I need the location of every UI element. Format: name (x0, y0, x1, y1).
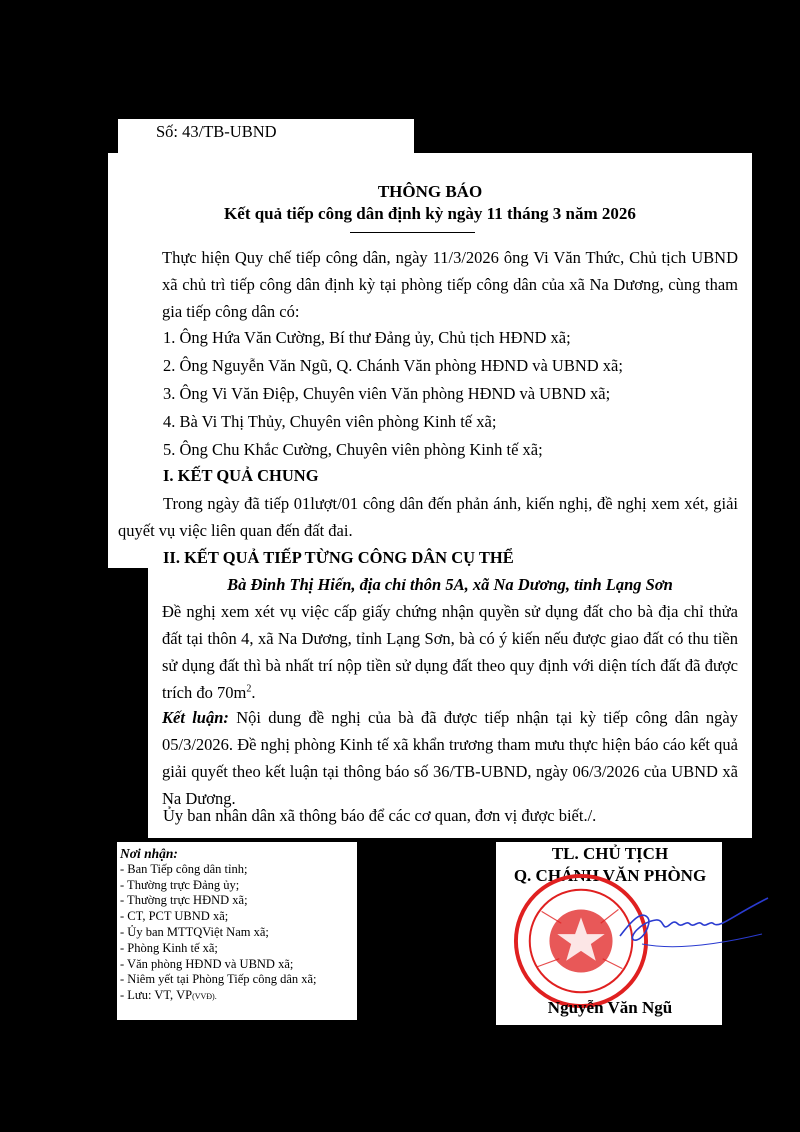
subtitle-underline (350, 232, 475, 233)
participant-item: 3. Ông Vi Văn Điệp, Chuyên viên Văn phòng HĐND và UBND xã; (163, 384, 611, 403)
participant-item: 4. Bà Vi Thị Thủy, Chuyên viên phòng Kinh tế xã; (163, 412, 497, 431)
recipient-item: - Ban Tiếp công dân tỉnh; (120, 861, 248, 876)
section1-text: Trong ngày đã tiếp 01lượt/01 công dân đến phản ánh, kiến nghị, đề nghị xem xét, giải quyết vụ việc liên quan đến đất đai. (118, 494, 738, 540)
conclusion-label: Kết luận: (162, 708, 229, 727)
superscript-2: 2 (246, 683, 252, 695)
recipients-list (120, 846, 317, 1005)
signature-role-1: TL. CHỦ TỊCH (551, 844, 669, 863)
handwritten-signature-icon (612, 880, 772, 960)
signer-name: Nguyễn Văn Ngũ (547, 998, 673, 1017)
recipient-item: - Văn phòng HĐND và UBND xã; (120, 956, 294, 971)
recipient-item: - CT, PCT UBND xã; (120, 909, 229, 924)
recipient-item: - Phòng Kinh tế xã; (120, 940, 218, 955)
signature-role-2: Q. CHÁNH VĂN PHÒNG (513, 866, 707, 885)
citizen-name: Bà Đinh Thị Hiến, địa chỉ thôn 5A, xã Na Dương, tỉnh Lạng Sơn (227, 575, 673, 594)
participant-item: 2. Ông Nguyễn Văn Ngũ, Q. Chánh Văn phòng HĐND và UBND xã; (163, 356, 623, 375)
section1-heading: I. KẾT QUẢ CHUNG (163, 466, 319, 485)
section2-heading: II. KẾT QUẢ TIẾP TỪNG CÔNG DÂN CỤ THỂ (163, 548, 514, 567)
intro-paragraph: Thực hiện Quy chế tiếp công dân, ngày 11/3/2026 ông Vi Văn Thức, Chủ tịch UBND xã chủ trì tiếp công dân định kỳ tại phòng tiếp công dân của xã Na Dương, cùng tham gia tiếp công dân có: (162, 248, 738, 321)
recipient-item: - Lưu: VT, VP(VVĐ). (120, 988, 217, 1003)
recipient-item: - Niêm yết tại Phòng Tiếp công dân xã; (120, 972, 317, 987)
recipient-item: - Ủy ban MTTQViệt Nam xã; (120, 924, 269, 939)
conclusion-paragraph: Kết luận: Nội dung đề nghị của bà đã được tiếp nhận tại kỳ tiếp công dân ngày 05/3/2026. Đề nghị phòng Kinh tế xã khẩn trương tham mưu thực hiện báo cáo kết quả giải quyết theo kết luận tại thông báo số 36/TB-UBND, ngày 06/3/2026 của UBND xã Na Dương. (162, 708, 738, 808)
document-title: THÔNG BÁO (377, 182, 483, 201)
recipient-item: - Thường trực Đảng ủy; (120, 877, 240, 892)
participant-item: 1. Ông Hứa Văn Cường, Bí thư Đảng ủy, Chủ tịch HĐND xã; (163, 328, 571, 347)
document-subtitle: Kết quả tiếp công dân định kỳ ngày 11 tháng 3 năm 2026 (224, 204, 636, 223)
request-paragraph: Đề nghị xem xét vụ việc cấp giấy chứng nhận quyền sử dụng đất cho bà địa chỉ thửa đất tại thôn 4, xã Na Dương, tỉnh Lạng Sơn, bà có ý kiến nếu được giao đất có thu tiền sử dụng đất thì bà nhất trí nộp tiền sử dụng đất theo quy định với diện tích đất đã được trích đo $70m^2$. (162, 602, 738, 702)
recipient-item: - Thường trực HĐND xã; (120, 893, 248, 908)
document-number: Số: 43/TB-UBND (156, 122, 277, 141)
recipients-label: Nơi nhận: (120, 846, 178, 861)
closing-sentence: Ủy ban nhân dân xã thông báo để các cơ quan, đơn vị được biết./. (163, 806, 597, 825)
participant-item: 5. Ông Chu Khắc Cường, Chuyên viên phòng Kinh tế xã; (163, 440, 543, 459)
